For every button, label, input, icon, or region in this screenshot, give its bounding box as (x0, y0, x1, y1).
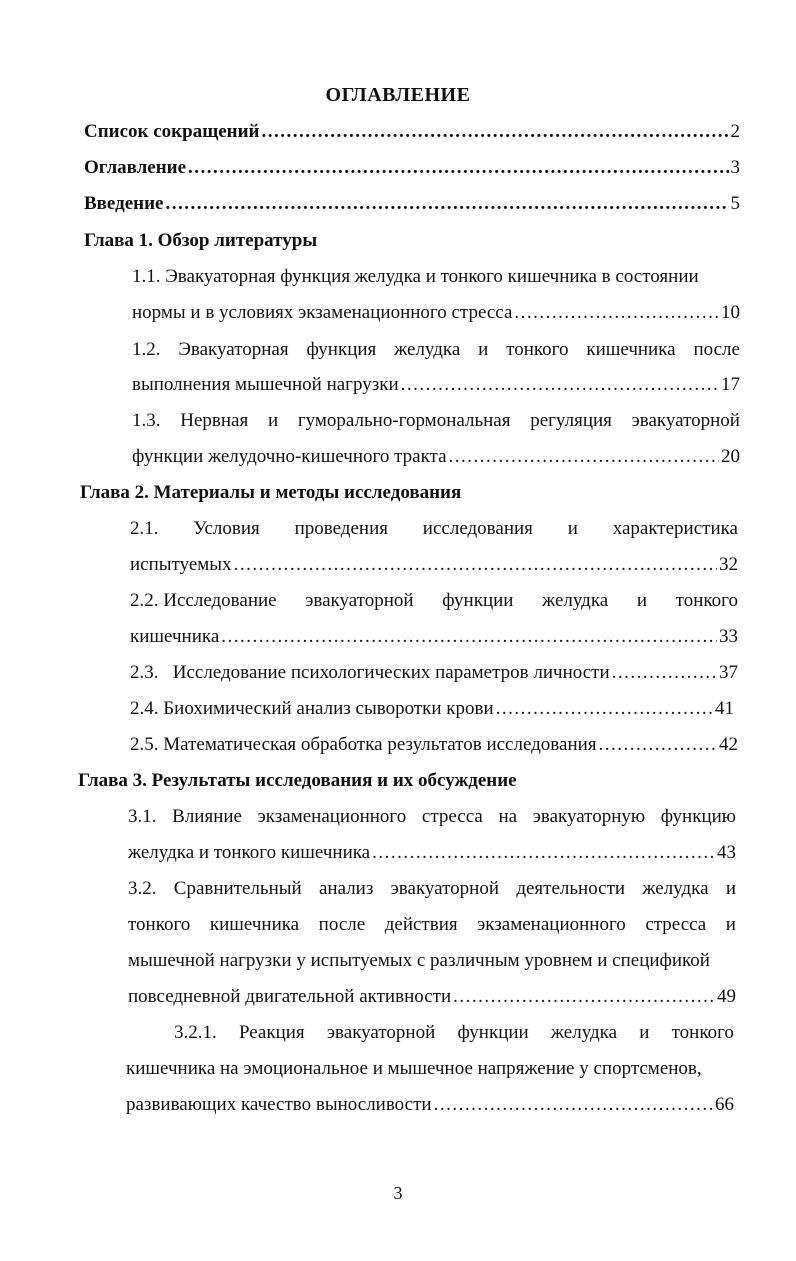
dot-leader (612, 661, 717, 685)
toc-section-2-5 (130, 733, 738, 757)
toc-entry-page: 32 (719, 554, 738, 575)
toc-entry-page: 41 (715, 698, 734, 719)
toc-entry-label: 2.3. Исследование психологических параметров личности (130, 662, 610, 683)
word: деятельности (516, 878, 626, 899)
word: Реакция (238, 1022, 305, 1043)
word: эвакуаторной (631, 410, 740, 431)
word: тонкого (671, 1022, 734, 1043)
toc-section-1-3 (132, 445, 740, 469)
toc-entry-abbreviations (84, 120, 740, 144)
word: экзаменационного (257, 806, 407, 827)
toc-entry-page: 66 (715, 1094, 734, 1115)
toc-entry-page: 3 (730, 157, 740, 178)
dot-leader (599, 733, 717, 757)
toc-section-1-2-line1 (132, 338, 740, 362)
word: желудка (550, 1022, 618, 1043)
toc-section-3-2-line1 (128, 877, 736, 901)
word: эвакуаторную (532, 806, 646, 827)
word: после (693, 339, 740, 360)
toc-entry-label: 2.5. Математическая обработка результатов исследования (130, 734, 597, 755)
word: стресса (645, 914, 707, 935)
word: функции (457, 1022, 529, 1043)
word: и (267, 410, 279, 431)
toc-section-3-1-line1 (128, 805, 736, 829)
toc-entry-page: 43 (717, 842, 736, 863)
toc-section-2-2-line1 (130, 589, 738, 613)
word: функцию (660, 806, 736, 827)
word: Условия (193, 518, 260, 539)
word: 1.3. (132, 410, 161, 431)
word: и (725, 878, 736, 899)
dot-leader (401, 373, 719, 397)
word: 3.1. (128, 806, 157, 827)
toc-entry-label: функции желудочно-кишечного тракта (132, 446, 447, 467)
toc-entry-label: Введение (84, 193, 164, 214)
toc-section-2-1 (130, 553, 738, 577)
toc-section-3-2-line2 (128, 913, 736, 937)
word: экзаменационного (477, 914, 626, 935)
toc-entry-label: кишечника (130, 626, 220, 647)
toc-section-3-1 (128, 841, 736, 865)
word: после (318, 914, 366, 935)
toc-section-2-4 (130, 697, 734, 721)
dot-leader (496, 697, 713, 721)
dot-leader (449, 445, 719, 469)
chapter-heading: Глава 2. Материалы и методы исследования (80, 482, 462, 503)
chapter-heading: Глава 3. Результаты исследования и их обсуждение (78, 770, 517, 791)
toc-entry-page: 37 (719, 662, 738, 683)
word: 2.2. Исследование (130, 590, 277, 611)
toc-entry-label: выполнения мышечной нагрузки (132, 374, 399, 395)
dot-leader (372, 841, 715, 865)
word: Влияние (172, 806, 242, 827)
word: и (639, 1022, 650, 1043)
toc-entry-label: повседневной двигательной активности (128, 986, 452, 1007)
word: Эвакуаторная (178, 339, 289, 360)
word: характеристика (612, 518, 738, 539)
toc-entry-page: 5 (730, 193, 740, 214)
toc-entry-label: желудка и тонкого кишечника (128, 842, 371, 863)
word: действия (384, 914, 458, 935)
toc-entry-contents (84, 156, 740, 180)
word: на (498, 806, 518, 827)
toc-section-2-3 (130, 661, 738, 685)
toc-entry-label: 2.4. Биохимический анализ сыворотки крови (130, 698, 494, 719)
dot-leader (434, 1093, 713, 1117)
word: 2.1. (130, 518, 159, 539)
dot-leader (262, 120, 729, 144)
word: 3.2.1. (174, 1022, 217, 1043)
word: и (567, 518, 578, 539)
toc-section-1-2 (132, 373, 740, 397)
word: и (478, 339, 489, 360)
word: анализ (319, 878, 374, 899)
toc-section-3-2-line3: мышечной нагрузки у испытуемых с различным уровнем и спецификой (128, 950, 710, 971)
word: проведения (294, 518, 388, 539)
toc-entry-page: 17 (721, 374, 740, 395)
toc-entry-page: 20 (721, 446, 740, 467)
toc-entry-page: 33 (719, 626, 738, 647)
toc-section-3-2-1 (126, 1093, 734, 1117)
dot-leader (188, 156, 728, 180)
word: стресса (421, 806, 483, 827)
word: и (725, 914, 736, 935)
dot-leader (514, 301, 719, 325)
toc-entry-page: 42 (719, 734, 738, 755)
word: Сравнительный (173, 878, 302, 899)
toc-entry-label: развивающих качество выносливости (126, 1094, 432, 1115)
word: эвакуаторной (326, 1022, 436, 1043)
word: тонкого (128, 914, 191, 935)
word: исследования (422, 518, 533, 539)
dot-leader (221, 625, 717, 649)
toc-entry-label: Список сокращений (84, 121, 260, 142)
word: функция (306, 339, 377, 360)
dot-leader (453, 985, 715, 1009)
word: желудка (542, 590, 609, 611)
word: гуморально-гормональная (297, 410, 511, 431)
word: эвакуаторной (390, 878, 500, 899)
word: 3.2. (128, 878, 157, 899)
word: желудка (642, 878, 709, 899)
toc-section-1-1 (132, 301, 740, 325)
word: тонкого (506, 339, 569, 360)
word: желудка (394, 339, 461, 360)
toc-entry-introduction (84, 192, 740, 216)
word: регуляция (530, 410, 612, 431)
word: функции (442, 590, 514, 611)
word: 1.2. (132, 339, 161, 360)
toc-section-3-2-1-line2: кишечника на эмоциональное и мышечное напряжение у спортсменов, (126, 1058, 702, 1079)
toc-section-2-1-line1 (130, 517, 738, 541)
page-number: 3 (393, 1183, 403, 1203)
dot-leader (166, 192, 729, 216)
word: Нервная (180, 410, 249, 431)
chapter-heading: Глава 1. Обзор литературы (84, 230, 318, 251)
toc-entry-label: нормы и в условиях экзаменационного стресса (132, 302, 513, 323)
toc-entry-label: Оглавление (84, 157, 187, 178)
word: тонкого (675, 590, 738, 611)
toc-section-2-2 (130, 625, 738, 649)
toc-section-1-1-line1: 1.1. Эвакуаторная функция желудка и тонкого кишечника в состоянии (132, 266, 699, 287)
toc-entry-page: 2 (730, 121, 740, 142)
page-title: ОГЛАВЛЕНИЕ (325, 84, 471, 106)
toc-entry-page: 10 (721, 302, 740, 323)
toc-section-1-3-line1 (132, 409, 740, 433)
toc-section-3-2 (128, 985, 736, 1009)
word: кишечника (586, 339, 676, 360)
word: кишечника (209, 914, 300, 935)
dot-leader (234, 553, 717, 577)
word: эвакуаторной (305, 590, 414, 611)
toc-entry-label: испытуемых (130, 554, 232, 575)
toc-entry-page: 49 (717, 986, 736, 1007)
word: и (636, 590, 648, 611)
toc-section-3-2-1-line1 (174, 1021, 734, 1045)
